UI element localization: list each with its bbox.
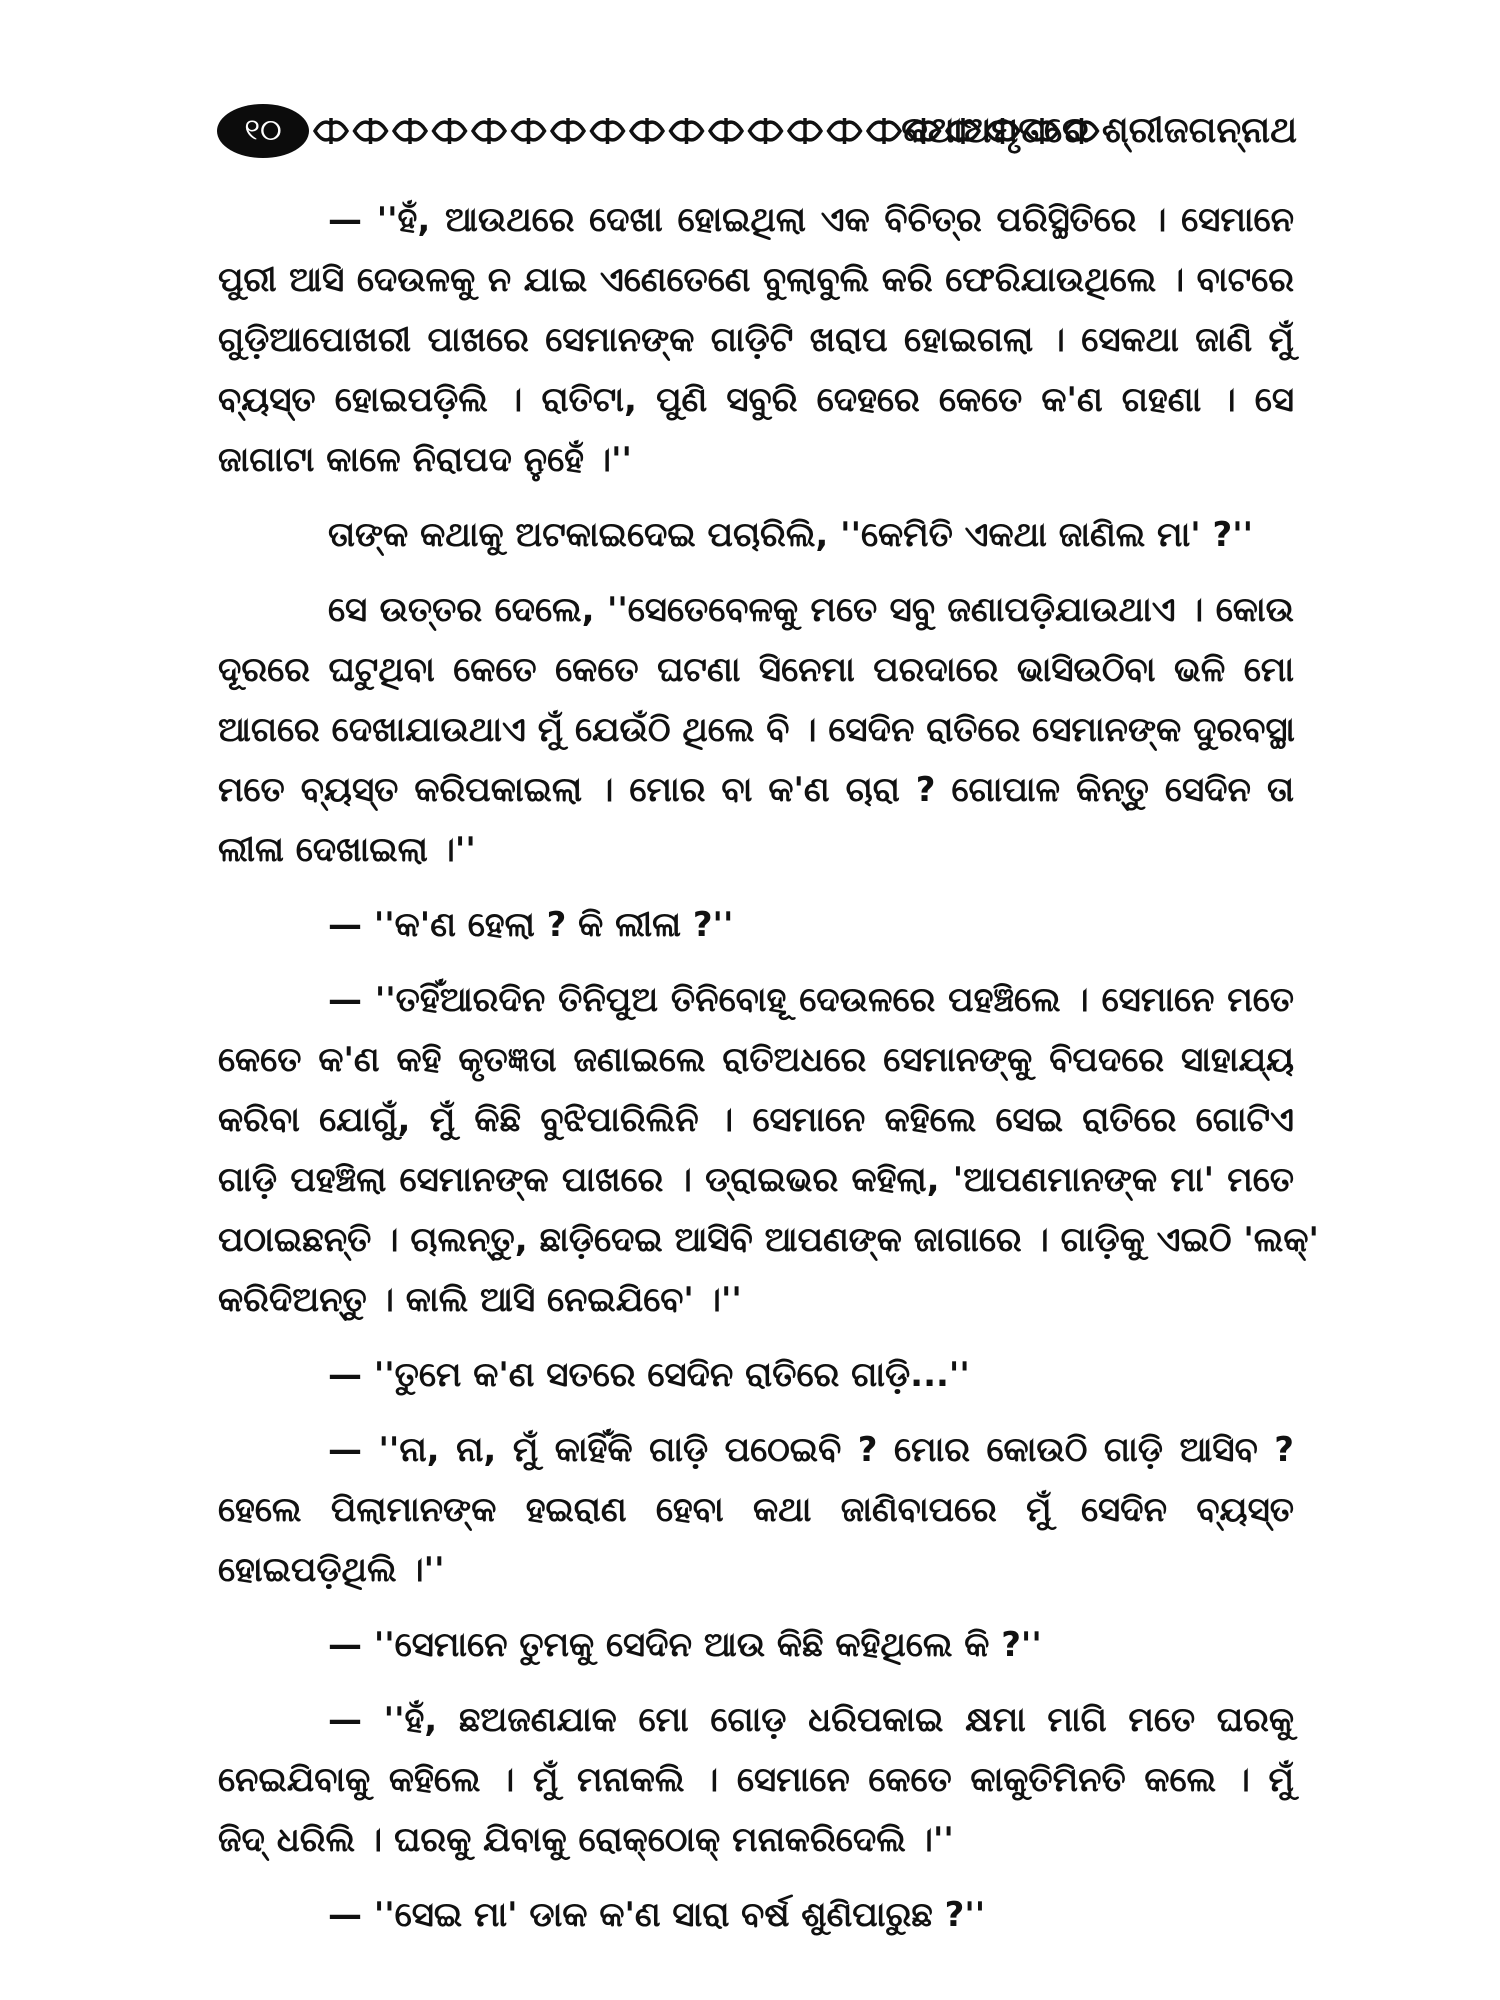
running-title: କଥାଅମୃତରେ ଶ୍ରୀଜଗନ୍ନାଥ: [901, 110, 1297, 151]
paragraph: [218, 1690, 1294, 1870]
text-line: ହୋଇପଡ଼ିଥିଲି ।'': [218, 1550, 445, 1590]
text-line: ଆଗରେ ଦେଖାଯାଉଥାଏ ମୁଁ ଯେଉଁଠି ଥିଲେ ବି । ସେଦିନ ରାତିରେ ସେମାନଙ୍କ ଦୁରବସ୍ଥା: [218, 710, 1295, 750]
paragraph: [218, 895, 1294, 955]
text-line: ଲୀଳା ଦେଖାଇଲା ।'': [218, 830, 476, 870]
chain-link: [631, 118, 663, 144]
text-line: କରିବା ଯୋଗୁଁ, ମୁଁ କିଛି ବୁଝିପାରିଲିନି । ସେମାନେ କହିଲେ ସେଇ ରାତିରେ ଗୋଟିଏ: [218, 1100, 1294, 1140]
paragraph: [218, 1420, 1294, 1600]
chain-link: [671, 118, 703, 144]
text-line: ଜିଦ୍ ଧରିଲି । ଘରକୁ ଯିବାକୁ ରୋକ୍‌ଠୋକ୍ ମନାକରିଦେଲି ।'': [218, 1820, 954, 1860]
text-line: ଜାଗାଟା କାଳେ ନିରାପଦ ନୁହେଁ ।'': [218, 440, 632, 480]
page-body-text: [218, 190, 1319, 1945]
text-line: — ''କ'ଣ ହେଲା ? କି ଲୀଳା ?'': [328, 905, 734, 945]
text-line: ଗାଡ଼ି ପହଞ୍ଚିଲା ସେମାନଙ୍କ ପାଖରେ । ଡ୍ରାଇଭର କହିଲା, 'ଆପଣମାନଙ୍କ ମା' ମତେ: [218, 1160, 1294, 1200]
text-line: — ''ତହିଁଆରଦିନ ତିନିପୁଅ ତିନିବୋହୂ ଦେଉଳରେ ପହଞ୍ଚିଲେ । ସେମାନେ ମତେ: [328, 980, 1294, 1020]
chain-link: [868, 118, 900, 144]
text-line: — ''ତୁମେ କ'ଣ ସତରେ ସେଦିନ ରାତିରେ ଗାଡ଼ି...'': [328, 1355, 970, 1395]
page-header: [217, 100, 1297, 162]
chain-link: [434, 118, 466, 144]
chain-link: [355, 118, 387, 144]
text-line: ବ୍ୟସ୍ତ ହୋଇପଡ଼ିଲି । ରାତିଟା, ପୁଣି ସବୁରି ଦେହରେ କେତେ କ'ଣ ଗହଣା । ସେ: [218, 380, 1294, 420]
chain-link: [789, 118, 821, 144]
text-line: ନେଇଯିବାକୁ କହିଲେ । ମୁଁ ମନାକଲି । ସେମାନେ କେତେ କାକୁତିମିନତି କଲେ । ମୁଁ: [218, 1760, 1294, 1800]
paragraph: [218, 1615, 1294, 1675]
text-line: ତାଙ୍କ କଥାକୁ ଅଟକାଇଦେଇ ପଚାରିଲି, ''କେମିତି ଏକଥା ଜାଣିଲ ମା' ?'': [328, 515, 1254, 555]
text-line: ପଠାଇଛନ୍ତି । ଚାଲନ୍ତୁ, ଛାଡ଼ିଦେଇ ଆସିବି ଆପଣଙ୍କ ଜାଗାରେ । ଗାଡ଼ିକୁ ଏଇଠି 'ଲକ୍': [218, 1220, 1319, 1260]
text-line: କେତେ କ'ଣ କହି କୃତଜ୍ଞତା ଜଣାଇଲେ ରାତିଅଧରେ ସେମାନଙ୍କୁ ବିପଦରେ ସାହାଯ୍ୟ: [218, 1040, 1294, 1080]
text-line: — ''ନା, ନା, ମୁଁ କାହିଁକି ଗାଡ଼ି ପଠେଇବି ? ମୋର କୋଉଠି ଗାଡ଼ି ଆସିବ ?: [328, 1430, 1294, 1470]
paragraph: [218, 505, 1294, 565]
chain-link: [394, 118, 426, 144]
chain-link: [315, 118, 347, 144]
text-line: ଗୁଡ଼ିଆପୋଖରୀ ପାଖରେ ସେମାନଙ୍କ ଗାଡ଼ିଟି ଖରାପ ହୋଇଗଲା । ସେକଥା ଜାଣି ମୁଁ: [218, 320, 1294, 360]
text-line: — ''ସେଇ ମା' ଡାକ କ'ଣ ସାରା ବର୍ଷ ଶୁଣିପାରୁଛ ?'': [328, 1895, 986, 1935]
text-line: ଦୂରରେ ଘଟୁଥିବା କେତେ କେତେ ଘଟଣା ସିନେମା ପରଦାରେ ଭାସିଉଠିବା ଭଳି ମୋ: [218, 650, 1294, 690]
paragraph: [218, 580, 1294, 880]
text-line: କରିଦିଅନ୍ତୁ । କାଲି ଆସି ନେଇଯିବେ' ।'': [218, 1280, 742, 1320]
page-number-badge: ୧୦: [217, 104, 309, 158]
text-line: — ''ସେମାନେ ତୁମକୁ ସେଦିନ ଆଉ କିଛି କହିଥିଲେ କି ?'': [328, 1625, 1042, 1665]
paragraph: [218, 1885, 1294, 1945]
chain-link: [513, 118, 545, 144]
chain-link: [592, 118, 624, 144]
chain-link: [710, 118, 742, 144]
paragraph: [218, 970, 1319, 1330]
text-line: ସେ ଉତ୍ତର ଦେଲେ, ''ସେତେବେଳକୁ ମତେ ସବୁ ଜଣାପଡ଼ିଯାଉଥାଏ । କୋଉ: [328, 590, 1294, 630]
paragraph: [218, 190, 1294, 490]
paragraph: [218, 1345, 1294, 1405]
chain-link: [552, 118, 584, 144]
text-line: ପୁରୀ ଆସି ଦେଉଳକୁ ନ ଯାଇ ଏଣେତେଣେ ବୁଲାବୁଲି କରି ଫେରିଯାଉଥିଲେ । ବାଟରେ: [218, 260, 1294, 300]
text-line: ମତେ ବ୍ୟସ୍ତ କରିପକାଇଲା । ମୋର ବା କ'ଣ ଚାରା ? ଗୋପାଳ କିନ୍ତୁ ସେଦିନ ତା: [218, 770, 1294, 810]
text-line: — ''ହଁ, ଆଉଥରେ ଦେଖା ହୋଇଥିଲା ଏକ ବିଚିତ୍ର ପରିସ୍ଥିତିରେ । ସେମାନେ: [328, 200, 1294, 240]
text-line: ହେଲେ ପିଲାମାନଙ୍କ ହଇରାଣ ହେବା କଥା ଜାଣିବାପରେ ମୁଁ ସେଦିନ ବ୍ୟସ୍ତ: [218, 1490, 1294, 1530]
chain-link: [829, 118, 861, 144]
chain-link: [473, 118, 505, 144]
chain-link: [750, 118, 782, 144]
text-line: — ''ହଁ, ଛଅଜଣଯାକ ମୋ ଗୋଡ଼ ଧରିପକାଇ କ୍ଷମା ମାଗି ମତେ ଘରକୁ: [328, 1700, 1294, 1740]
